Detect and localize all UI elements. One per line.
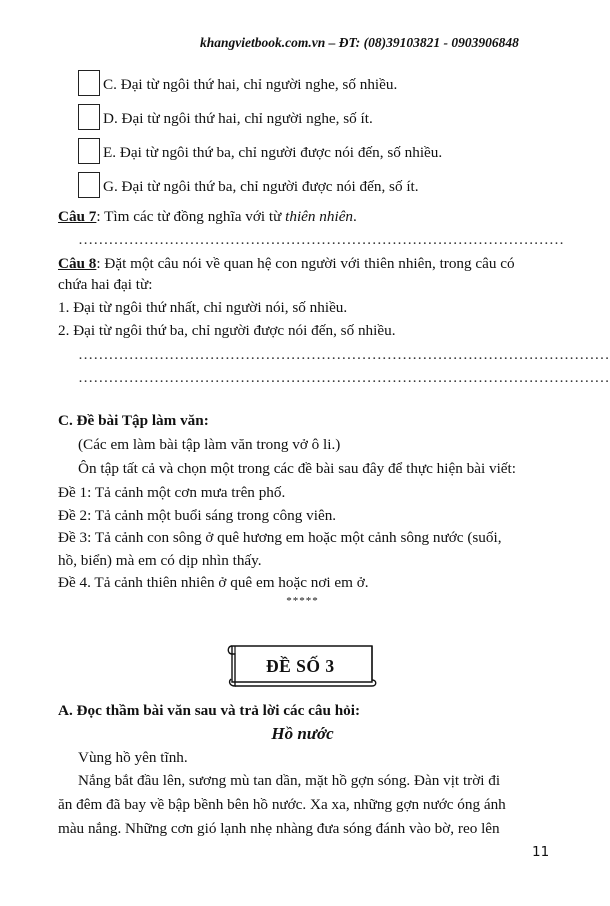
- question-7-label: Câu 7: [58, 208, 97, 225]
- question-8-answer-line-2: ……………………………………………………………………………………………: [78, 369, 610, 386]
- passage-title: Hồ nước: [271, 724, 334, 743]
- question-8-label: Câu 8: [58, 255, 97, 272]
- topic-4: Đề 4. Tả cảnh thiên nhiên ở quê em hoặc nơi em ở.: [58, 574, 369, 591]
- topic-3: Đề 3: Tả cảnh con sông ở quê hương em hoặc một cảnh sông nước (suối,: [58, 529, 502, 546]
- option-g-text: G. Đại từ ngôi thứ ba, chỉ người được nói đến, số ít.: [103, 178, 419, 195]
- section-c-note: (Các em làm bài tập làm văn trong vở ô li.): [78, 436, 341, 453]
- question-7-end: .: [353, 208, 357, 225]
- option-c-text: C. Đại từ ngôi thứ hai, chỉ người nghe, số nhiều.: [103, 76, 398, 93]
- question-8-text-cont: chứa hai đại từ:: [58, 276, 153, 293]
- question-8-text: : Đặt một câu nói về quan hệ con người với thiên nhiên, trong câu có: [96, 255, 515, 272]
- option-e-checkbox[interactable]: [78, 138, 100, 164]
- exam-title-text: ĐỀ SỐ 3: [266, 656, 335, 676]
- option-d-text: D. Đại từ ngôi thứ hai, chỉ người nghe, số ít.: [103, 110, 373, 127]
- option-g-checkbox[interactable]: [78, 172, 100, 198]
- topic-1: Đề 1: Tả cảnh một cơn mưa trên phố.: [58, 484, 286, 501]
- page-number: 11: [532, 844, 550, 860]
- question-7: [58, 209, 357, 224]
- section-a-heading: A. Đọc thầm bài văn sau và trả lời các câu hỏi:: [58, 702, 361, 719]
- passage-paragraph-2-line-2: ăn đêm đã bay về bập bềnh bên hồ nước. Xa xa, những gợn nước óng ánh: [58, 796, 506, 813]
- exam-title-banner: [226, 642, 378, 688]
- passage-paragraph-1: Vùng hồ yên tĩnh.: [78, 749, 188, 766]
- page-header: khangvietbook.com.vn – ĐT: (08)39103821 - 0903906848: [200, 35, 519, 50]
- question-7-term: thiên nhiên: [285, 208, 354, 225]
- question-8-answer-line-1: ……………………………………………………………………………………………: [78, 346, 610, 363]
- passage-paragraph-2-line-3: màu nắng. Những cơn gió lạnh nhẹ nhàng đưa sóng đánh vào bờ, reo lên: [58, 820, 500, 837]
- passage-paragraph-2-line-1: Nắng bắt đầu lên, sương mù tan dần, mặt hồ gợn sóng. Đàn vịt trời đi: [78, 772, 501, 789]
- topic-3-cont: hồ, biển) mà em có dịp nhìn thấy.: [58, 552, 262, 569]
- topic-2: Đề 2: Tả cảnh một buổi sáng trong công viên.: [58, 507, 337, 524]
- option-d-checkbox[interactable]: [78, 104, 100, 130]
- option-e-text: E. Đại từ ngôi thứ ba, chỉ người được nói đến, số nhiều.: [103, 144, 443, 161]
- question-8-item-1: 1. Đại từ ngôi thứ nhất, chỉ người nói, số nhiều.: [58, 299, 348, 316]
- section-c-heading: C. Đề bài Tập làm văn:: [58, 412, 209, 429]
- question-7-answer-line: ……………………………………………………………………………………: [78, 231, 564, 248]
- section-c-intro: Ôn tập tất cả và chọn một trong các đề bài sau đây để thực hiện bài viết:: [78, 460, 516, 477]
- question-7-text: : Tìm các từ đồng nghĩa với từ: [96, 208, 286, 225]
- question-8: [58, 256, 515, 271]
- question-8-item-2: 2. Đại từ ngôi thứ ba, chỉ người được nói đến, số nhiều.: [58, 322, 396, 339]
- option-c-checkbox[interactable]: [78, 70, 100, 96]
- separator: *****: [286, 595, 319, 607]
